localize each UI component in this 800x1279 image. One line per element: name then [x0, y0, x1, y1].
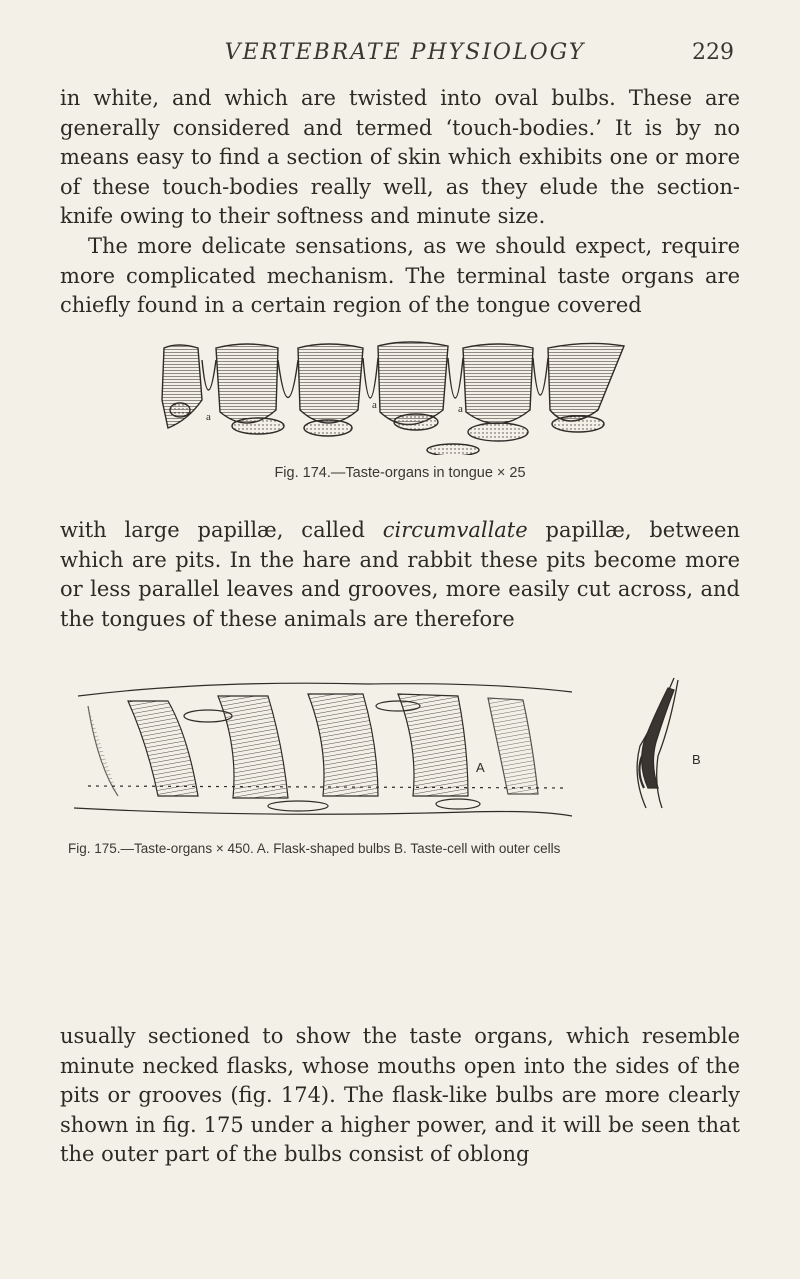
figure-175-bulbs-illustration	[68, 676, 582, 822]
figure-175-label-b: B	[692, 752, 701, 767]
italic-term: circumvallate	[382, 518, 528, 542]
text-block-top	[60, 84, 740, 321]
paragraph-text-part: papillæ, between which are pits. In the hare and rabbit these pits become more or less parallel leaves and grooves, more easily cut across, and the tongues of these animals are therefore	[60, 518, 740, 631]
text-block-bottom	[60, 1022, 740, 1170]
figure-174-illustration	[158, 340, 628, 455]
paragraph-circumvallate	[60, 516, 740, 634]
figure-175-taste-cell-illustration	[618, 676, 714, 810]
figure-175-label-a: A	[476, 760, 485, 775]
pit-label-1: a	[206, 411, 211, 423]
text-block-middle	[60, 516, 740, 634]
page-number: 229	[692, 40, 734, 65]
figure-175-caption: Fig. 175.—Taste-organs × 450. A. Flask-shaped bulbs B. Taste-cell with outer cells	[68, 841, 561, 856]
running-title: VERTEBRATE PHYSIOLOGY	[224, 40, 586, 65]
paragraph-flask-bulbs: usually sectioned to show the taste organs, which resemble minute necked flasks, whose mouths open into the sides of the pits or grooves (fig. 174). The flask-like bulbs are more clearly shown in fig. 175 under a higher power, and it will be seen that the outer part of the bulbs consist of oblong	[60, 1024, 740, 1167]
page-header	[0, 40, 800, 76]
paragraph-touch-bodies: in white, and which are twisted into oval bulbs. These are generally considered and termed ‘touch-bodies.’ It is by no means easy to find a section of skin which exhibits one or more of these touch-bodies really well, as they elude the section-knife owing to their softness and minute size.	[60, 86, 740, 229]
paragraph-taste-organs: The more delicate sensations, as we should expect, require more complicated mechanism. The terminal taste organs are chiefly found in a certain region of the tongue covered	[60, 233, 740, 318]
paragraph-text-part: with large papillæ, called	[60, 518, 383, 542]
pit-label-3: a	[458, 403, 463, 415]
pit-label-2: a	[372, 399, 377, 411]
figure-174-caption: Fig. 174.—Taste-organs in tongue × 25	[274, 465, 526, 481]
